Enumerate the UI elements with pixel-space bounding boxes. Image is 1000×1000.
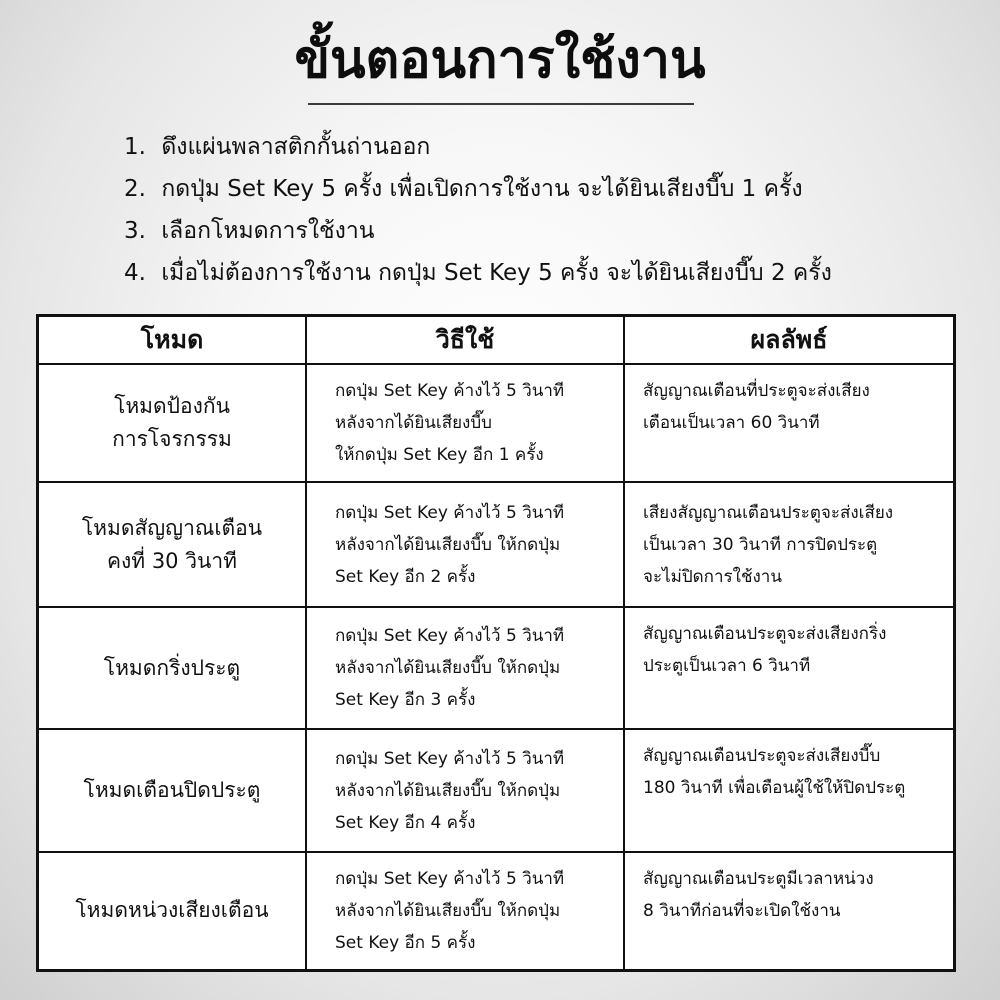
mode-line: โหมดป้องกัน bbox=[114, 394, 230, 419]
step-text: กดปุ่ม Set Key 5 ครั้ง เพื่อเปิดการใช้งาน จะได้ยินเสียงบี๊บ 1 ครั้ง bbox=[161, 176, 803, 202]
step-text: เมื่อไม่ต้องการใช้งาน กดปุ่ม Set Key 5 ครั้ง จะได้ยินเสียงบี๊บ 2 ครั้ง bbox=[161, 260, 832, 286]
usage-cell bbox=[306, 607, 624, 730]
usage-line: หลังจากได้ยินเสียงบี๊บ ให้กดปุ่ม bbox=[335, 780, 561, 801]
step-text: ดึงแผ่นพลาสติกกั้นถ่านออก bbox=[161, 134, 431, 160]
column-header-result: ผลลัพธ์ bbox=[624, 316, 955, 365]
usage-line: Set Key อีก 5 ครั้ง bbox=[335, 932, 476, 953]
result-line: เสียงสัญญาณเตือนประตูจะส่งเสียง bbox=[643, 502, 894, 523]
title-underline bbox=[308, 103, 694, 105]
mode-line: การโจรกรรม bbox=[112, 427, 232, 452]
mode-line: โหมดหน่วงเสียงเตือน bbox=[75, 898, 269, 923]
result-line: สัญญาณเตือนประตูจะส่งเสียงกริ่ง bbox=[643, 623, 887, 644]
usage-line: หลังจากได้ยินเสียงบี๊บ bbox=[335, 413, 492, 434]
usage-line: กดปุ่ม Set Key ค้างไว้ 5 วินาที bbox=[335, 626, 565, 647]
result-line: ประตูเป็นเวลา 6 วินาที bbox=[643, 655, 811, 676]
mode-cell bbox=[38, 852, 307, 971]
result-cell bbox=[624, 607, 955, 730]
usage-line: ให้กดปุ่ม Set Key อีก 1 ครั้ง bbox=[335, 445, 544, 466]
mode-cell bbox=[38, 729, 307, 852]
result-cell bbox=[624, 729, 955, 852]
step-item bbox=[124, 210, 984, 252]
usage-cell bbox=[306, 482, 624, 607]
mode-table bbox=[36, 314, 956, 972]
usage-line: Set Key อีก 2 ครั้ง bbox=[335, 566, 476, 587]
result-line: สัญญาณเตือนประตูมีเวลาหน่วง bbox=[643, 868, 874, 889]
result-line: จะไม่ปิดการใช้งาน bbox=[643, 566, 782, 587]
table-row bbox=[38, 852, 955, 971]
steps-list bbox=[124, 126, 984, 294]
result-cell bbox=[624, 482, 955, 607]
result-cell bbox=[624, 852, 955, 971]
usage-line: กดปุ่ม Set Key ค้างไว้ 5 วินาที bbox=[335, 748, 565, 769]
table-row bbox=[38, 482, 955, 607]
mode-cell bbox=[38, 482, 307, 607]
column-header-usage: วิธีใช้ bbox=[306, 316, 624, 365]
mode-cell bbox=[38, 364, 307, 482]
step-number: 4. bbox=[124, 260, 146, 286]
step-item bbox=[124, 252, 984, 294]
step-number: 3. bbox=[124, 218, 146, 244]
usage-cell bbox=[306, 729, 624, 852]
result-line: สัญญาณเตือนที่ประตูจะส่งเสียง bbox=[643, 381, 870, 401]
mode-line: โหมดสัญญาณเตือน bbox=[81, 515, 263, 540]
step-number: 1. bbox=[124, 134, 146, 160]
usage-line: กดปุ่ม Set Key ค้างไว้ 5 วินาที bbox=[335, 381, 565, 402]
usage-line: กดปุ่ม Set Key ค้างไว้ 5 วินาที bbox=[335, 502, 565, 523]
usage-line: หลังจากได้ยินเสียงบี๊บ ให้กดปุ่ม bbox=[335, 658, 561, 679]
usage-line: หลังจากได้ยินเสียงบี๊บ ให้กดปุ่ม bbox=[335, 534, 561, 555]
usage-cell bbox=[306, 364, 624, 482]
result-line: 8 วินาทีก่อนที่จะเปิดใช้งาน bbox=[643, 900, 841, 921]
table-row bbox=[38, 364, 955, 482]
column-header-mode: โหมด bbox=[38, 316, 307, 365]
usage-cell bbox=[306, 852, 624, 971]
result-line: สัญญาณเตือนประตูจะส่งเสียงบี๊บ bbox=[643, 746, 881, 767]
mode-line: โหมดเตือนปิดประตู bbox=[83, 778, 261, 803]
usage-line: กดปุ่ม Set Key ค้างไว้ 5 วินาที bbox=[335, 868, 565, 889]
result-line: เตือนเป็นเวลา 60 วินาที bbox=[643, 413, 820, 433]
step-text: เลือกโหมดการใช้งาน bbox=[161, 218, 375, 244]
mode-line: โหมดกริ่งประตู bbox=[103, 655, 241, 680]
result-line: เป็นเวลา 30 วินาที การปิดประตู bbox=[643, 534, 878, 555]
usage-line: Set Key อีก 4 ครั้ง bbox=[335, 812, 476, 833]
page-title: ขั้นตอนการใช้งาน bbox=[294, 30, 706, 90]
table-header-row bbox=[38, 316, 955, 365]
step-item bbox=[124, 126, 984, 168]
mode-line: คงที่ 30 วินาที bbox=[107, 548, 237, 573]
result-cell bbox=[624, 364, 955, 482]
table-row bbox=[38, 729, 955, 852]
mode-cell bbox=[38, 607, 307, 730]
result-line: 180 วินาที เพื่อเตือนผู้ใช้ให้ปิดประตู bbox=[643, 778, 906, 799]
table-row bbox=[38, 607, 955, 730]
step-number: 2. bbox=[124, 176, 146, 202]
usage-line: หลังจากได้ยินเสียงบี๊บ ให้กดปุ่ม bbox=[335, 900, 561, 921]
usage-line: Set Key อีก 3 ครั้ง bbox=[335, 690, 476, 711]
step-item bbox=[124, 168, 984, 210]
mode-table-wrapper bbox=[36, 314, 956, 972]
